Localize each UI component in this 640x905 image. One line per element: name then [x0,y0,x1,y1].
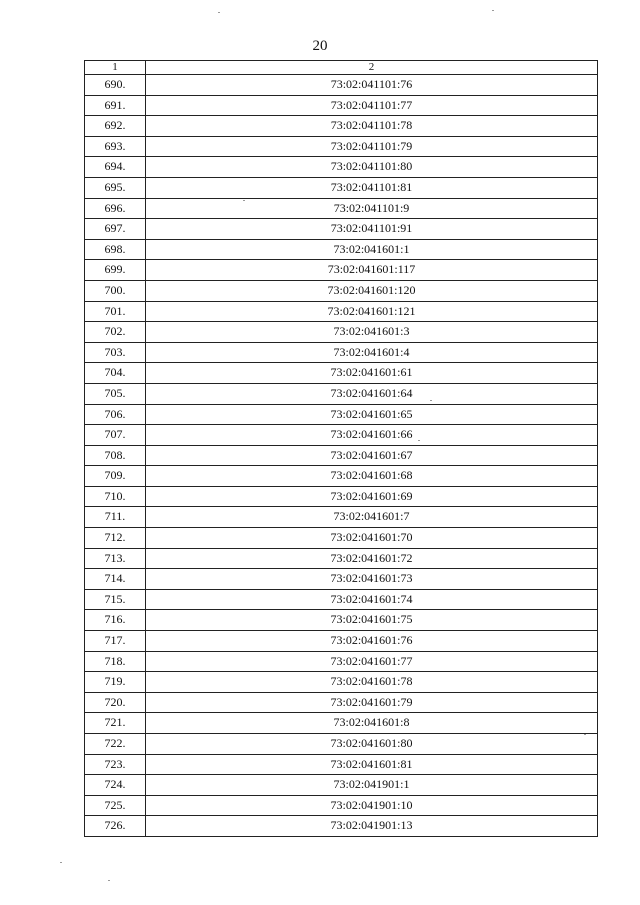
row-index: 703. [85,342,146,363]
row-index: 701. [85,301,146,322]
column-header-cadastral-number: 2 [146,61,598,75]
cadastral-number: 73:02:041601:67 [146,445,598,466]
table-row [85,692,598,713]
cadastral-number: 73:02:041101:80 [146,157,598,178]
table-row [85,795,598,816]
cadastral-number: 73:02:041101:78 [146,116,598,137]
table-row [85,589,598,610]
row-index: 724. [85,775,146,796]
table-row [85,95,598,116]
scan-speck [492,10,494,11]
table-row [85,219,598,240]
cadastral-number: 73:02:041601:76 [146,631,598,652]
cadastral-number: 73:02:041601:72 [146,548,598,569]
table-row [85,177,598,198]
scan-speck [108,880,110,881]
cadastral-number: 73:02:041601:120 [146,280,598,301]
table-row [85,507,598,528]
table-row [85,569,598,590]
cadastral-number: 73:02:041601:3 [146,322,598,343]
row-index: 690. [85,75,146,96]
table-body [85,75,598,837]
table-row [85,754,598,775]
table-row [85,445,598,466]
scan-speck [418,440,420,441]
table-row [85,75,598,96]
table-row [85,198,598,219]
table-row [85,528,598,549]
cadastral-number: 73:02:041601:69 [146,486,598,507]
table-header-row [85,61,598,75]
cadastral-number: 73:02:041601:77 [146,651,598,672]
row-index: 714. [85,569,146,590]
column-header-index: 1 [85,61,146,75]
cadastral-number-table [84,60,598,837]
row-index: 693. [85,136,146,157]
cadastral-number: 73:02:041601:78 [146,672,598,693]
cadastral-number: 73:02:041601:121 [146,301,598,322]
table-row [85,734,598,755]
table-row [85,136,598,157]
row-index: 717. [85,631,146,652]
row-index: 711. [85,507,146,528]
scan-speck [430,400,432,401]
table-row [85,383,598,404]
row-index: 713. [85,548,146,569]
scan-speck [243,200,245,201]
cadastral-number: 73:02:041101:91 [146,219,598,240]
row-index: 725. [85,795,146,816]
table-row [85,301,598,322]
table-row [85,404,598,425]
row-index: 696. [85,198,146,219]
cadastral-number: 73:02:041601:68 [146,466,598,487]
cadastral-number: 73:02:041601:1 [146,239,598,260]
row-index: 691. [85,95,146,116]
row-index: 709. [85,466,146,487]
scan-speck [584,734,586,735]
row-index: 698. [85,239,146,260]
row-index: 712. [85,528,146,549]
cadastral-number: 73:02:041901:10 [146,795,598,816]
row-index: 718. [85,651,146,672]
table-row [85,157,598,178]
scan-speck [218,12,220,13]
row-index: 706. [85,404,146,425]
table-row [85,486,598,507]
row-index: 704. [85,363,146,384]
row-index: 721. [85,713,146,734]
table-row [85,713,598,734]
row-index: 702. [85,322,146,343]
cadastral-number: 73:02:041601:79 [146,692,598,713]
cadastral-number: 73:02:041601:66 [146,425,598,446]
row-index: 695. [85,177,146,198]
cadastral-number: 73:02:041101:9 [146,198,598,219]
cadastral-number: 73:02:041601:74 [146,589,598,610]
row-index: 720. [85,692,146,713]
table-row [85,425,598,446]
row-index: 707. [85,425,146,446]
table-row [85,816,598,837]
row-index: 716. [85,610,146,631]
table-row [85,363,598,384]
cadastral-number: 73:02:041601:4 [146,342,598,363]
table-row [85,239,598,260]
cadastral-number: 73:02:041601:75 [146,610,598,631]
table-row [85,342,598,363]
table-row [85,280,598,301]
row-index: 694. [85,157,146,178]
table-row [85,548,598,569]
table-row [85,651,598,672]
table-row [85,116,598,137]
cadastral-number: 73:02:041601:81 [146,754,598,775]
cadastral-number: 73:02:041901:1 [146,775,598,796]
page-number: 20 [312,38,328,54]
row-index: 710. [85,486,146,507]
scan-speck [60,862,62,863]
cadastral-number: 73:02:041601:7 [146,507,598,528]
table-row [85,775,598,796]
cadastral-number: 73:02:041101:77 [146,95,598,116]
cadastral-number: 73:02:041601:8 [146,713,598,734]
cadastral-number: 73:02:041101:76 [146,75,598,96]
row-index: 697. [85,219,146,240]
table-row [85,631,598,652]
cadastral-number: 73:02:041601:70 [146,528,598,549]
row-index: 708. [85,445,146,466]
cadastral-number: 73:02:041101:79 [146,136,598,157]
cadastral-number: 73:02:041901:13 [146,816,598,837]
table-row [85,322,598,343]
cadastral-number: 73:02:041601:117 [146,260,598,281]
row-index: 719. [85,672,146,693]
row-index: 699. [85,260,146,281]
row-index: 722. [85,734,146,755]
cadastral-number: 73:02:041601:61 [146,363,598,384]
row-index: 700. [85,280,146,301]
cadastral-number: 73:02:041601:80 [146,734,598,755]
row-index: 723. [85,754,146,775]
cadastral-number: 73:02:041601:73 [146,569,598,590]
cadastral-number: 73:02:041601:65 [146,404,598,425]
cadastral-number: 73:02:041101:81 [146,177,598,198]
table-row [85,466,598,487]
table-row [85,260,598,281]
table-row [85,672,598,693]
row-index: 715. [85,589,146,610]
table-header [85,61,598,75]
row-index: 692. [85,116,146,137]
cadastral-number: 73:02:041601:64 [146,383,598,404]
row-index: 726. [85,816,146,837]
row-index: 705. [85,383,146,404]
table-row [85,610,598,631]
